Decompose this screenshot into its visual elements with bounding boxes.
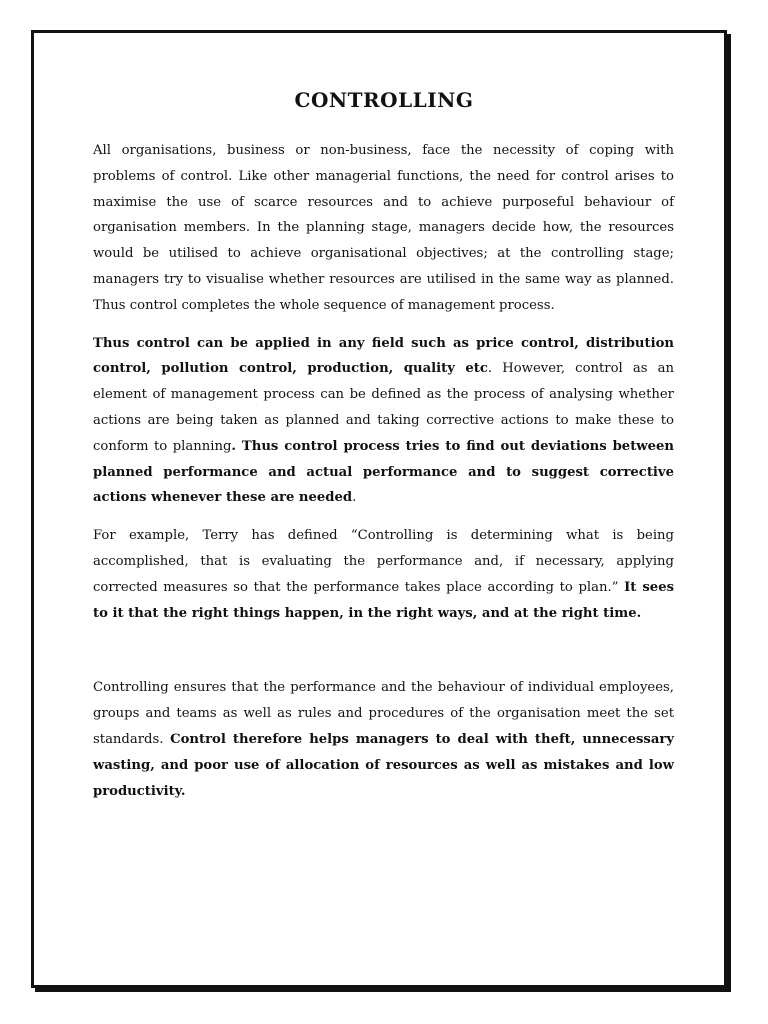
paragraph-control-fields: [93, 331, 674, 512]
text-segment: All organisations, business or non-business, face the necessity of coping with problems of control. Like other managerial functions, the need for control arises to maximise the use of scarce resources and to achieve purposeful behaviour of organisation members. In the planning stage, managers decide how, the resources would be utilised to achieve organisational objectives; at the controlling stage; managers try to visualise whether resources are utilised in the same way as planned. Thus control completes the whole sequence of management process.: [93, 143, 674, 313]
bold-segment: It sees to it that the right things happen, in the right ways, and at the right time.: [93, 579, 675, 621]
page-title: CONTROLLING: [294, 88, 474, 112]
paragraph-definition-intro: [93, 138, 674, 319]
bold-segment: Control therefore helps managers to deal with theft, unnecessary wasting, and poor use of allocation of resources as well as mistakes and low productivity.: [93, 731, 674, 799]
paragraph-terry-definition: [93, 523, 674, 626]
text-segment: .: [352, 490, 357, 506]
text-segment: Controlling ensures that the performance and the behaviour of individual employees, groups and teams as well as rules and procedures of the organisation meet the set standards.: [93, 680, 674, 747]
document-body: [93, 138, 674, 804]
text-segment: For example, Terry has defined “Controlling is determining what is being accomplished, that is evaluating the performance and, if necessary, applying corrected measures so that the performance takes place according to plan.”: [93, 528, 674, 595]
text-segment: . However, control as an element of management process can be defined as the process of analysing whether actions are being taken as planned and taking corrective actions to make these to conform to planning: [93, 361, 674, 454]
paragraph-standards: [93, 675, 674, 804]
bold-segment: . Thus control process tries to find out deviations between planned performance and actual performance and to suggest corrective actions whenever these are needed: [93, 438, 675, 506]
bold-segment: Thus control can be applied in any field such as price control, distribution control, pollution control, production, quality etc: [93, 335, 674, 377]
